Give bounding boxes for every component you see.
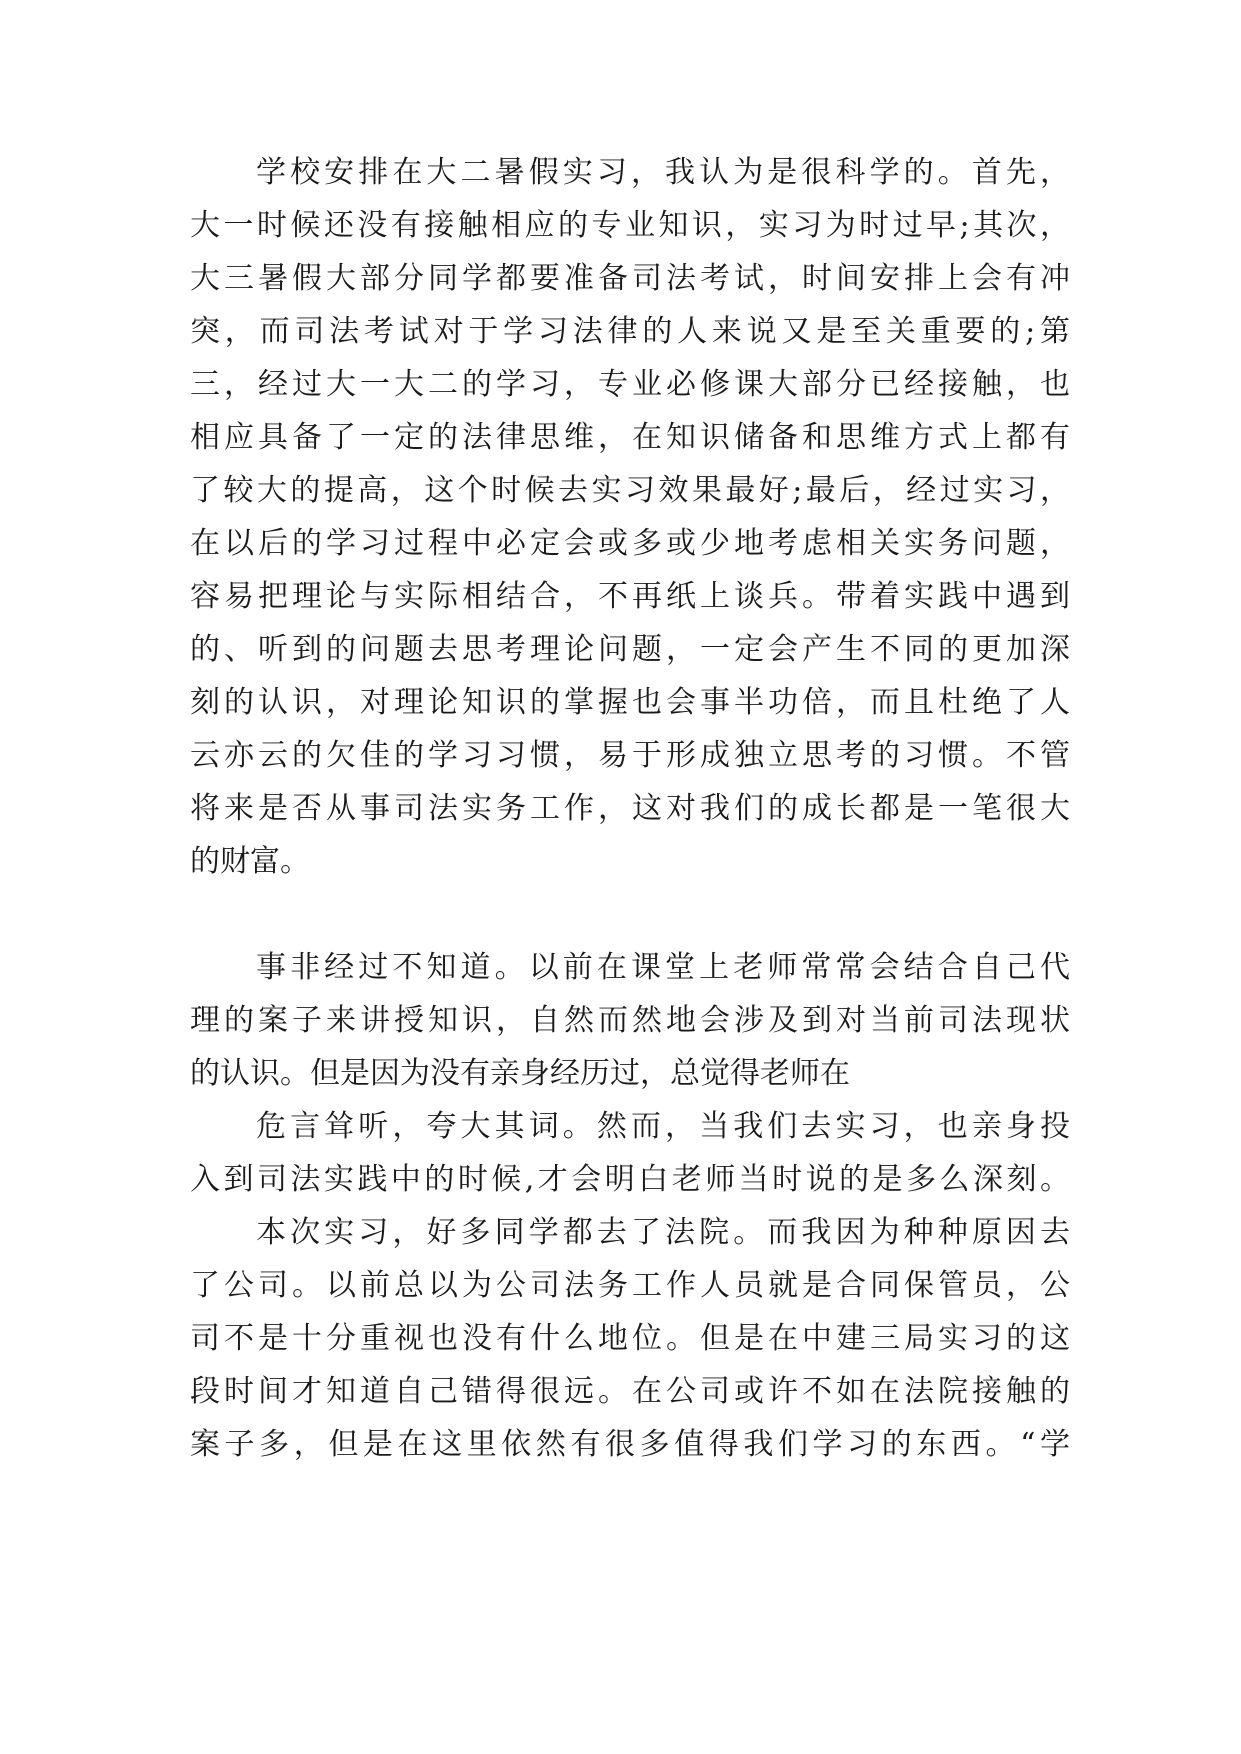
text-line: 理的案子来讲授知识，自然而然地会涉及到对当前司法现状 <box>190 1003 1070 1038</box>
text-line: 的认识。但是因为没有亲身经历过，总觉得老师在 <box>190 1056 850 1091</box>
text-line: 在以后的学习过程中必定会或多或少地考虑相关实务问题， <box>190 526 1070 561</box>
text-line: 的财富。 <box>190 844 310 879</box>
text-line: 了较大的提高，这个时候去实习效果最好;最后，经过实习， <box>190 473 1070 508</box>
text-line: 三，经过大一大二的学习，专业必修课大部分已经接触，也 <box>190 367 1070 402</box>
text-line: 的、听到的问题去思考理论问题，一定会产生不同的更加深 <box>190 632 1070 667</box>
text-line: 学校安排在大二暑假实习，我认为是很科学的。首先， <box>256 155 1070 190</box>
text-line: 事非经过不知道。以前在课堂上老师常常会结合自己代 <box>256 950 1070 985</box>
text-line: 大三暑假大部分同学都要准备司法考试，时间安排上会有冲 <box>190 261 1070 296</box>
text-line: 大一时候还没有接触相应的专业知识，实习为时过早;其次， <box>190 208 1070 243</box>
text-line: 案子多，但是在这里依然有很多值得我们学习的东西。“学 <box>190 1427 1070 1462</box>
text-line: 本次实习，好多同学都去了法院。而我因为种种原因去 <box>256 1215 1070 1250</box>
text-line: 将来是否从事司法实务工作，这对我们的成长都是一笔很大 <box>190 791 1070 826</box>
text-line: 容易把理论与实际相结合，不再纸上谈兵。带着实践中遇到 <box>190 579 1070 614</box>
text-line: 相应具备了一定的法律思维，在知识储备和思维方式上都有 <box>190 420 1070 455</box>
text-line: 突，而司法考试对于学习法律的人来说又是至关重要的;第 <box>190 314 1070 349</box>
text-line: 刻的认识，对理论知识的掌握也会事半功倍，而且杜绝了人 <box>190 685 1070 720</box>
text-line: 危言耸听，夸大其词。然而，当我们去实习，也亲身投 <box>256 1109 1070 1144</box>
text-line: 云亦云的欠佳的学习习惯，易于形成独立思考的习惯。不管 <box>190 738 1070 773</box>
text-line: 司不是十分重视也没有什么地位。但是在中建三局实习的这 <box>190 1321 1070 1356</box>
text-line: 段时间才知道自己错得很远。在公司或许不如在法院接触的 <box>190 1374 1070 1409</box>
text-line: 入到司法实践中的时候,才会明白老师当时说的是多么深刻。 <box>190 1162 1070 1197</box>
text-line: 了公司。以前总以为公司法务工作人员就是合同保管员，公 <box>190 1268 1070 1303</box>
